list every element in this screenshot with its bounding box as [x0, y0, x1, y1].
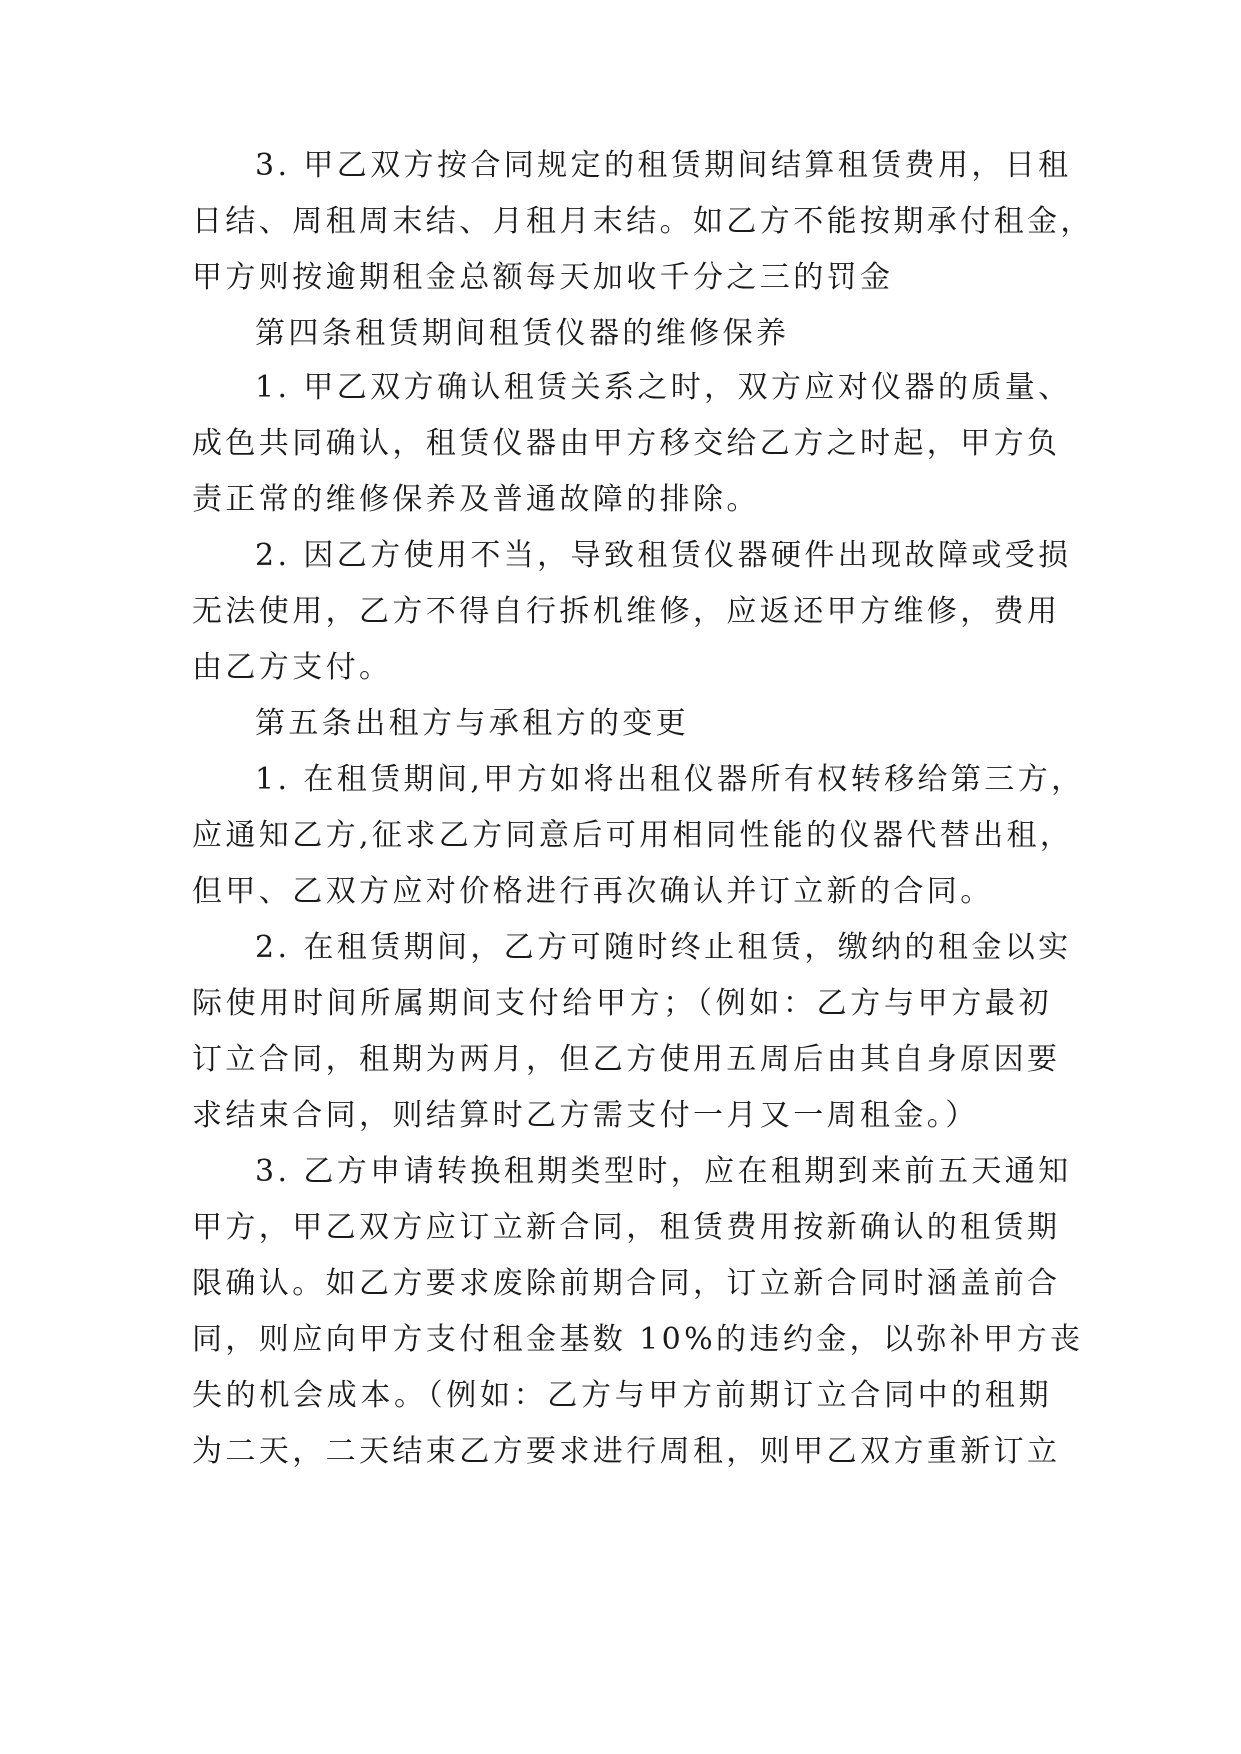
- paragraph-line: 订立合同，租期为两月，但乙方使用五周后由其自身原因要: [192, 1042, 1061, 1077]
- paragraph-line: 同，则应向甲方支付租金基数 10%的违约金，以弥补甲方丧: [192, 1322, 1084, 1357]
- paragraph-line: 1. 甲乙双方确认租赁关系之时，双方应对仪器的质量、: [255, 370, 1072, 405]
- paragraph-line: 2. 在租赁期间，乙方可随时终止租赁，缴纳的租金以实: [255, 930, 1072, 965]
- paragraph-line: 成色共同确认，租赁仪器由甲方移交给乙方之时起，甲方负: [192, 426, 1061, 461]
- paragraph-line: 3. 乙方申请转换租期类型时，应在租期到来前五天通知: [255, 1154, 1072, 1189]
- paragraph-line: 甲方则按逾期租金总额每天加收千分之三的罚金: [192, 260, 894, 295]
- section-heading: 第四条租赁期间租赁仪器的维修保养: [255, 316, 790, 351]
- paragraph-line: 但甲、乙双方应对价格进行再次确认并订立新的合同。: [192, 874, 994, 909]
- paragraph-line: 由乙方支付。: [192, 650, 393, 685]
- paragraph-line: 责正常的维修保养及普通故障的排除。: [192, 482, 760, 517]
- paragraph-line: 失的机会成本。（例如：乙方与甲方前期订立合同中的租期: [192, 1378, 1052, 1413]
- paragraph-line: 应通知乙方,征求乙方同意后可用相同性能的仪器代替出租，: [192, 818, 1074, 853]
- paragraph-line: 求结束合同，则结算时乙方需支付一月又一周租金。）: [192, 1098, 979, 1133]
- paragraph-line: 为二天，二天结束乙方要求进行周租，则甲乙双方重新订立: [192, 1434, 1061, 1469]
- section-heading: 第五条出租方与承租方的变更: [255, 706, 690, 741]
- paragraph-line: 无法使用，乙方不得自行拆机维修，应返还甲方维修，费用: [192, 594, 1061, 629]
- paragraph-line: 限确认。如乙方要求废除前期合同，订立新合同时涵盖前合: [192, 1266, 1061, 1301]
- paragraph-line: 甲方，甲乙双方应订立新合同，租赁费用按新确认的租赁期: [192, 1210, 1061, 1245]
- paragraph-line: 2. 因乙方使用不当，导致租赁仪器硬件出现故障或受损: [255, 538, 1072, 573]
- paragraph-line: 际使用时间所属期间支付给甲方；（例如：乙方与甲方最初: [192, 986, 1052, 1021]
- paragraph-line: 日结、周租周末结、月租月末结。如乙方不能按期承付租金，: [192, 204, 1094, 239]
- paragraph-line: 3. 甲乙双方按合同规定的租赁期间结算租赁费用，日租: [255, 148, 1072, 183]
- paragraph-line: 1. 在租赁期间,甲方如将出租仪器所有权转移给第三方，: [255, 762, 1085, 797]
